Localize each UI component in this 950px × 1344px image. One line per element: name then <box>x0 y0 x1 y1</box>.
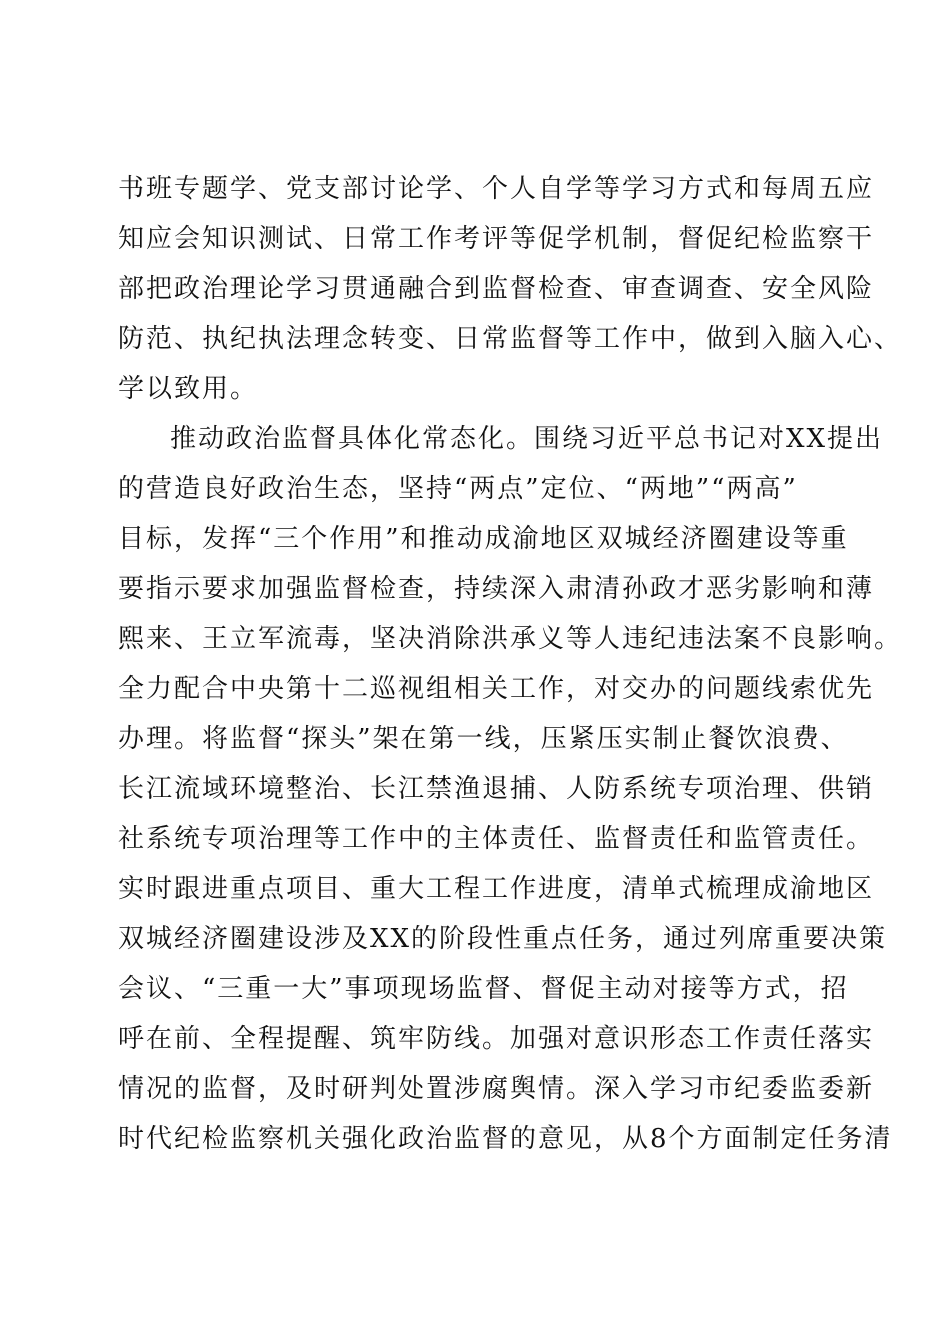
text-line: 社系统专项治理等工作中的主体责任、监督责任和监管责任。 <box>118 824 875 854</box>
text-line: 全力配合中央第十二巡视组相关工作，对交办的问题线索优先 <box>118 674 875 704</box>
text-line: 情况的监督，及时研判处置涉腐舆情。深入学习市纪委监委新 <box>118 1074 875 1104</box>
text-line: 会议、“三重一大”事项现场监督、督促主动对接等方式，招 <box>118 974 849 1004</box>
text-line-indented: 推动政治监督具体化常态化。围绕习近平总书记对XX提出 <box>170 424 884 454</box>
text-line: 熙来、王立军流毒，坚决消除洪承义等人违纪违法案不良影响。 <box>118 624 903 654</box>
text-line: 长江流域环境整治、长江禁渔退捕、人防系统专项治理、供销 <box>118 774 875 804</box>
text-line: 学以致用。 <box>118 374 259 404</box>
text-line: 书班专题学、党支部讨论学、个人自学等学习方式和每周五应 <box>118 174 875 204</box>
text-line: 呼在前、全程提醒、筑牢防线。加强对意识形态工作责任落实 <box>118 1024 875 1054</box>
text-line: 双城经济圈建设涉及XX的阶段性重点任务，通过列席重要决策 <box>118 924 888 954</box>
text-line: 办理。将监督“探头”架在第一线，压紧压实制止餐饮浪费、 <box>118 724 849 754</box>
text-line: 实时跟进重点项目、重大工程工作进度，清单式梳理成渝地区 <box>118 874 875 904</box>
text-line: 防范、执纪执法理念转变、日常监督等工作中，做到入脑入心、 <box>118 324 903 354</box>
text-line: 的营造良好政治生态，坚持“两点”定位、“两地”“两高” <box>118 474 798 504</box>
text-line: 部把政治理论学习贯通融合到监督检查、审查调查、安全风险 <box>118 274 875 304</box>
text-line: 目标，发挥“三个作用”和推动成渝地区双城经济圈建设等重 <box>118 524 849 554</box>
text-line: 知应会知识测试、日常工作考评等促学机制，督促纪检监察干 <box>118 224 875 254</box>
text-line: 时代纪检监察机关强化政治监督的意见，从8个方面制定任务清 <box>118 1124 893 1154</box>
text-line: 要指示要求加强监督检查，持续深入肃清孙政才恶劣影响和薄 <box>118 574 875 604</box>
